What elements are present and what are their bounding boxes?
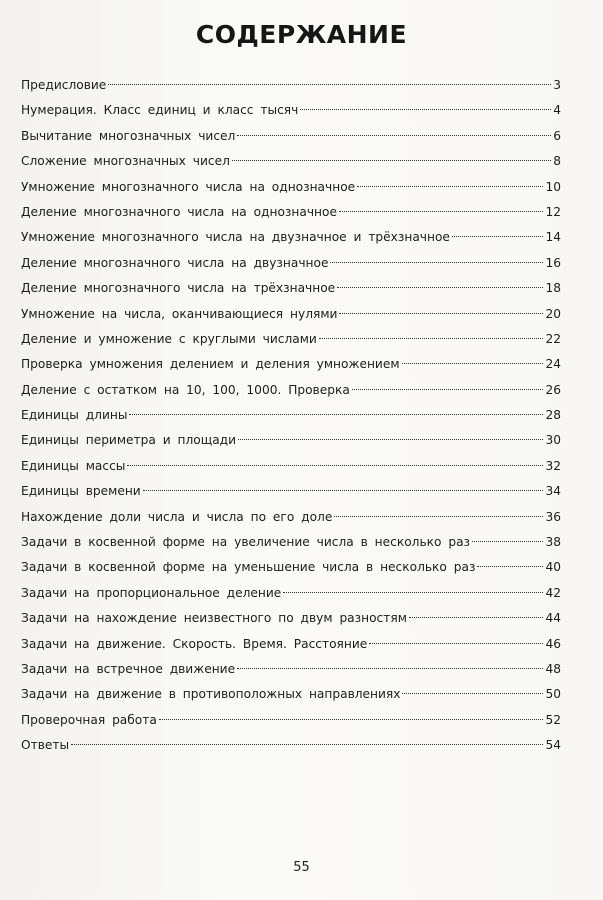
toc-entry-title: Умножение многозначного числа на однозначное: [21, 179, 356, 194]
toc-entry-title: Умножение на числа, оканчивающиеся нулями: [21, 306, 338, 321]
toc-dot-leader: [238, 439, 543, 440]
toc-dot-leader: [143, 490, 544, 491]
toc-entry-page: 38: [545, 535, 561, 550]
toc-entry: [21, 327, 561, 352]
toc-dot-leader: [319, 338, 544, 339]
toc-entry-title: Деление с остатком на 10, 100, 1000. Проверка: [21, 382, 350, 397]
toc-entry: [21, 657, 561, 682]
toc-entry: [21, 606, 561, 631]
toc-entry: [21, 555, 561, 580]
toc-dot-leader: [357, 186, 543, 187]
toc-entry-page: 48: [545, 661, 561, 676]
toc-entry-title: Единицы длины: [21, 408, 128, 423]
toc-entry: [21, 378, 561, 403]
toc-entry-page: 4: [553, 103, 561, 118]
toc-entry-title: Проверка умножения делением и деления умножением: [21, 357, 400, 372]
toc-entry-page: 28: [545, 408, 561, 423]
toc-dot-leader: [129, 414, 543, 415]
toc-entry-page: 10: [545, 179, 561, 194]
toc-entry: [21, 708, 561, 733]
toc-entry: [21, 276, 561, 301]
toc-dot-leader: [237, 668, 543, 669]
toc-entry-title: Задачи на движение в противоположных направлениях: [21, 687, 401, 702]
toc-entry-page: 44: [545, 611, 561, 626]
toc-entry-title: Сложение многозначных чисел: [21, 154, 230, 169]
toc-entry-page: 3: [553, 78, 561, 92]
toc-entry-title: Деление многозначного числа на двузначное: [21, 255, 329, 270]
toc-dot-leader: [334, 516, 543, 517]
toc-dot-leader: [300, 109, 551, 110]
toc-entry: [21, 733, 561, 758]
toc-entry: [21, 454, 561, 479]
toc-dot-leader: [159, 719, 544, 720]
toc-entry: [21, 251, 561, 276]
toc-dot-leader: [472, 541, 543, 542]
toc-entry-page: 12: [545, 204, 561, 219]
toc-entry-title: Нумерация. Класс единиц и класс тысяч: [21, 103, 299, 118]
toc-entry-page: 50: [545, 687, 561, 702]
toc-dot-leader: [369, 643, 543, 644]
toc-entry-title: Предисловие: [21, 78, 107, 92]
toc-entry-title: Вычитание многозначных чисел: [21, 128, 236, 143]
toc-entry-page: 32: [545, 458, 561, 473]
toc-entry-page: 14: [545, 230, 561, 245]
toc-entry: [21, 505, 561, 530]
toc-entry-title: Задачи на встречное движение: [21, 661, 236, 676]
toc-dot-leader: [352, 389, 544, 390]
toc-entry-title: Задачи на движение. Скорость. Время. Расстояние: [21, 636, 368, 651]
toc-dot-leader: [330, 262, 543, 263]
toc-entry-page: 8: [553, 154, 561, 169]
toc-entry-title: Задачи в косвенной форме на уменьшение числа в несколько раз: [21, 560, 476, 575]
toc-entry-title: Ответы: [21, 738, 70, 753]
toc-entry: [21, 682, 561, 707]
toc-entry: [21, 124, 561, 149]
toc-entry: [21, 352, 561, 377]
table-of-contents: [21, 73, 561, 759]
toc-entry: [21, 428, 561, 453]
toc-entry-page: 34: [545, 484, 561, 499]
toc-entry-page: 6: [553, 128, 561, 143]
toc-entry: [21, 200, 561, 225]
toc-entry-title: Единицы массы: [21, 458, 126, 473]
toc-dot-leader: [339, 211, 544, 212]
toc-entry: [21, 73, 561, 98]
toc-dot-leader: [127, 465, 543, 466]
toc-entry: [21, 225, 561, 250]
toc-entry: [21, 175, 561, 200]
toc-dot-leader: [402, 693, 543, 694]
toc-entry-page: 46: [545, 636, 561, 651]
toc-entry-page: 26: [545, 382, 561, 397]
toc-dot-leader: [337, 287, 543, 288]
toc-entry: [21, 149, 561, 174]
toc-dot-leader: [402, 363, 544, 364]
toc-entry: [21, 530, 561, 555]
toc-entry-title: Единицы периметра и площади: [21, 433, 237, 448]
toc-dot-leader: [452, 236, 544, 237]
toc-entry-title: Деление многозначного числа на трёхзначное: [21, 281, 336, 296]
toc-dot-leader: [237, 135, 551, 136]
toc-entry-page: 30: [545, 433, 561, 448]
toc-dot-leader: [477, 566, 543, 567]
toc-entry-title: Задачи на нахождение неизвестного по двум разностям: [21, 611, 407, 626]
toc-entry-title: Умножение многозначного числа на двузначное и трёхзначное: [21, 230, 450, 245]
toc-entry-title: Деление многозначного числа на однозначное: [21, 204, 337, 219]
toc-entry: [21, 302, 561, 327]
toc-entry: [21, 403, 561, 428]
page-title: СОДЕРЖАНИЕ: [195, 20, 408, 49]
toc-entry: [21, 98, 561, 123]
toc-entry-page: 20: [545, 306, 561, 321]
toc-dot-leader: [71, 744, 543, 745]
toc-dot-leader: [232, 160, 551, 161]
toc-entry-page: 24: [545, 357, 561, 372]
toc-dot-leader: [339, 313, 543, 314]
toc-entry-page: 42: [545, 585, 561, 600]
toc-entry-page: 54: [545, 738, 561, 753]
toc-dot-leader: [108, 84, 551, 85]
toc-entry-title: Единицы времени: [21, 484, 141, 499]
toc-entry-page: 40: [545, 560, 561, 575]
page-number: 55: [293, 860, 310, 875]
toc-entry: [21, 632, 561, 657]
toc-entry-title: Деление и умножение с круглыми числами: [21, 331, 317, 346]
toc-entry-title: Задачи в косвенной форме на увеличение числа в несколько раз: [21, 535, 471, 550]
toc-entry-page: 22: [545, 331, 561, 346]
toc-entry-page: 36: [545, 509, 561, 524]
toc-entry-page: 18: [545, 281, 561, 296]
toc-entry-page: 52: [545, 712, 561, 727]
toc-entry-page: 16: [545, 255, 561, 270]
toc-entry: [21, 479, 561, 504]
toc-dot-leader: [409, 617, 544, 618]
toc-entry: [21, 581, 561, 606]
toc-entry-title: Нахождение доли числа и числа по его доле: [21, 509, 333, 524]
toc-entry-title: Задачи на пропорциональное деление: [21, 585, 282, 600]
toc-entry-title: Проверочная работа: [21, 712, 157, 727]
toc-dot-leader: [283, 592, 543, 593]
